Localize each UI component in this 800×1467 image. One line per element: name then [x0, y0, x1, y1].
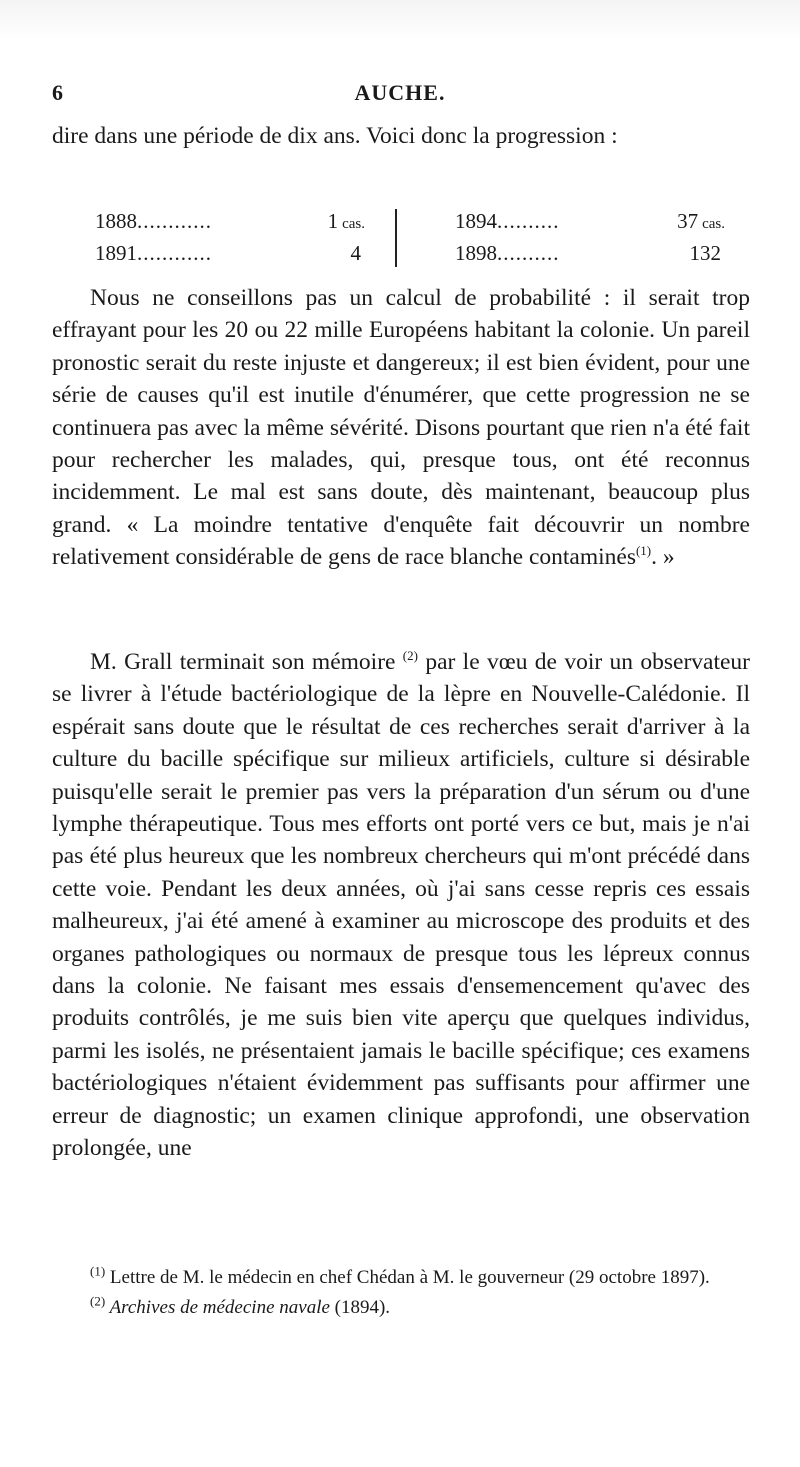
paragraph-probability-text — [52, 282, 750, 574]
page-number: 6 — [52, 80, 63, 105]
cases-row — [95, 237, 395, 269]
cases-year: 1898 — [455, 241, 497, 265]
cases-leader-dots: .......... — [497, 209, 560, 233]
cases-row — [95, 205, 395, 237]
cases-count-value: 132 — [689, 241, 721, 265]
paragraph-grall-text — [52, 646, 750, 1165]
cases-leader-dots: ............ — [137, 241, 212, 265]
cases-count-value: 4 — [350, 241, 361, 265]
footnotes — [52, 1263, 750, 1323]
footnote-text: Lettre de M. le médecin en chef Chédan à M. le gouverneur (29 octobre 1897). — [105, 1267, 710, 1288]
cases-count — [328, 205, 365, 240]
paragraph-body: Nous ne conseillons pas un calcul de probabilité : il serait trop effrayant pour les 20 ou 22 mille Européens habitant la colonie. Un pareil pronostic serait du reste injuste et dangereux; il est bien évident, pour une série de causes qu'il est inutile d'énumérer, que cette progression ne se continuera pas avec la même sévérité. Disons pourtant que rien n'a été fait pour rechercher les malades, qui, presque tous, ont été reconnus incidemment. Le mal est sans doute, dès maintenant, beaucoup plus grand. « La moindre tentative d'enquête fait découvrir un nombre relativement considérable de gens de race blanche contaminés — [52, 285, 750, 571]
cases-leader-dots: .......... — [497, 241, 560, 265]
cases-unit: cas. — [342, 216, 365, 232]
footnote-journal-title: Archives de médecine navale — [105, 1297, 330, 1318]
footnote-2 — [52, 1293, 750, 1323]
cases-column-right — [455, 205, 755, 269]
case-progression-table — [95, 205, 745, 271]
cases-year: 1894 — [455, 209, 497, 233]
intro-paragraph — [52, 120, 750, 152]
paragraph-start: M. Grall terminait son mémoire — [90, 649, 403, 675]
cases-divider-line — [395, 209, 397, 267]
cases-leader-dots: ............ — [137, 209, 212, 233]
intro-text: dire dans une période de dix ans. Voici donc la progression : — [52, 123, 618, 149]
footnote-reference: (1) — [635, 543, 652, 559]
cases-row — [455, 237, 755, 269]
paragraph-probability — [52, 282, 750, 574]
cases-count — [677, 205, 725, 240]
paragraph-body: par le vœu de voir un observateur se livrer à l'étude bactériologique de la lèpre en Nouvelle-Calédonie. Il espérait sans doute que le résultat de ces recherches serait d'arriver à la culture du bacille spécifique sur milieux artificiels, culture si désirable puisqu'elle serait le premier pas vers la préparation d'un sérum ou d'une lymphe thérapeutique. Tous mes efforts ont porté vers ce but, mais je n'ai pas été plus heureux que les nombreux chercheurs qui m'ont précédé dans cette voie. Pendant les deux années, où j'ai sans cesse repris ces essais malheureux, j'ai été amené à examiner au microscope des produits et des organes pathologiques ou normaux de presque tous les lépreux connus dans la colonie. Ne faisant mes essais d'ensemencement qu'avec des produits contrôlés, je me suis bien vite aperçu que quelques individus, parmi les isolés, ne présentaient jamais le bacille spécifique; ces examens bactériologiques n'étaient évidemment pas suffisants pour affirmer une erreur de diagnostic; un examen clinique approfondi, une observation prolongée, une — [52, 649, 750, 1162]
footnote-mark: (1) — [90, 1263, 106, 1279]
cases-unit: cas. — [702, 216, 725, 232]
footnote-text: (1894). — [329, 1297, 391, 1318]
running-head: AUCHE. — [354, 80, 446, 105]
footnote-mark: (2) — [90, 1293, 106, 1309]
cases-count-value: 1 — [327, 209, 339, 233]
cases-year: 1891 — [95, 241, 137, 265]
cases-row — [455, 205, 755, 237]
cases-count-value: 37 — [677, 209, 699, 233]
footnote-1 — [52, 1263, 750, 1293]
cases-count — [690, 237, 726, 272]
cases-count — [351, 237, 366, 272]
cases-year: 1888 — [95, 209, 137, 233]
footnote-reference: (2) — [402, 648, 418, 664]
paragraph-grall — [52, 646, 750, 1165]
paragraph-end: . » — [651, 544, 675, 571]
cases-column-left — [95, 205, 395, 269]
page-header — [52, 80, 748, 112]
